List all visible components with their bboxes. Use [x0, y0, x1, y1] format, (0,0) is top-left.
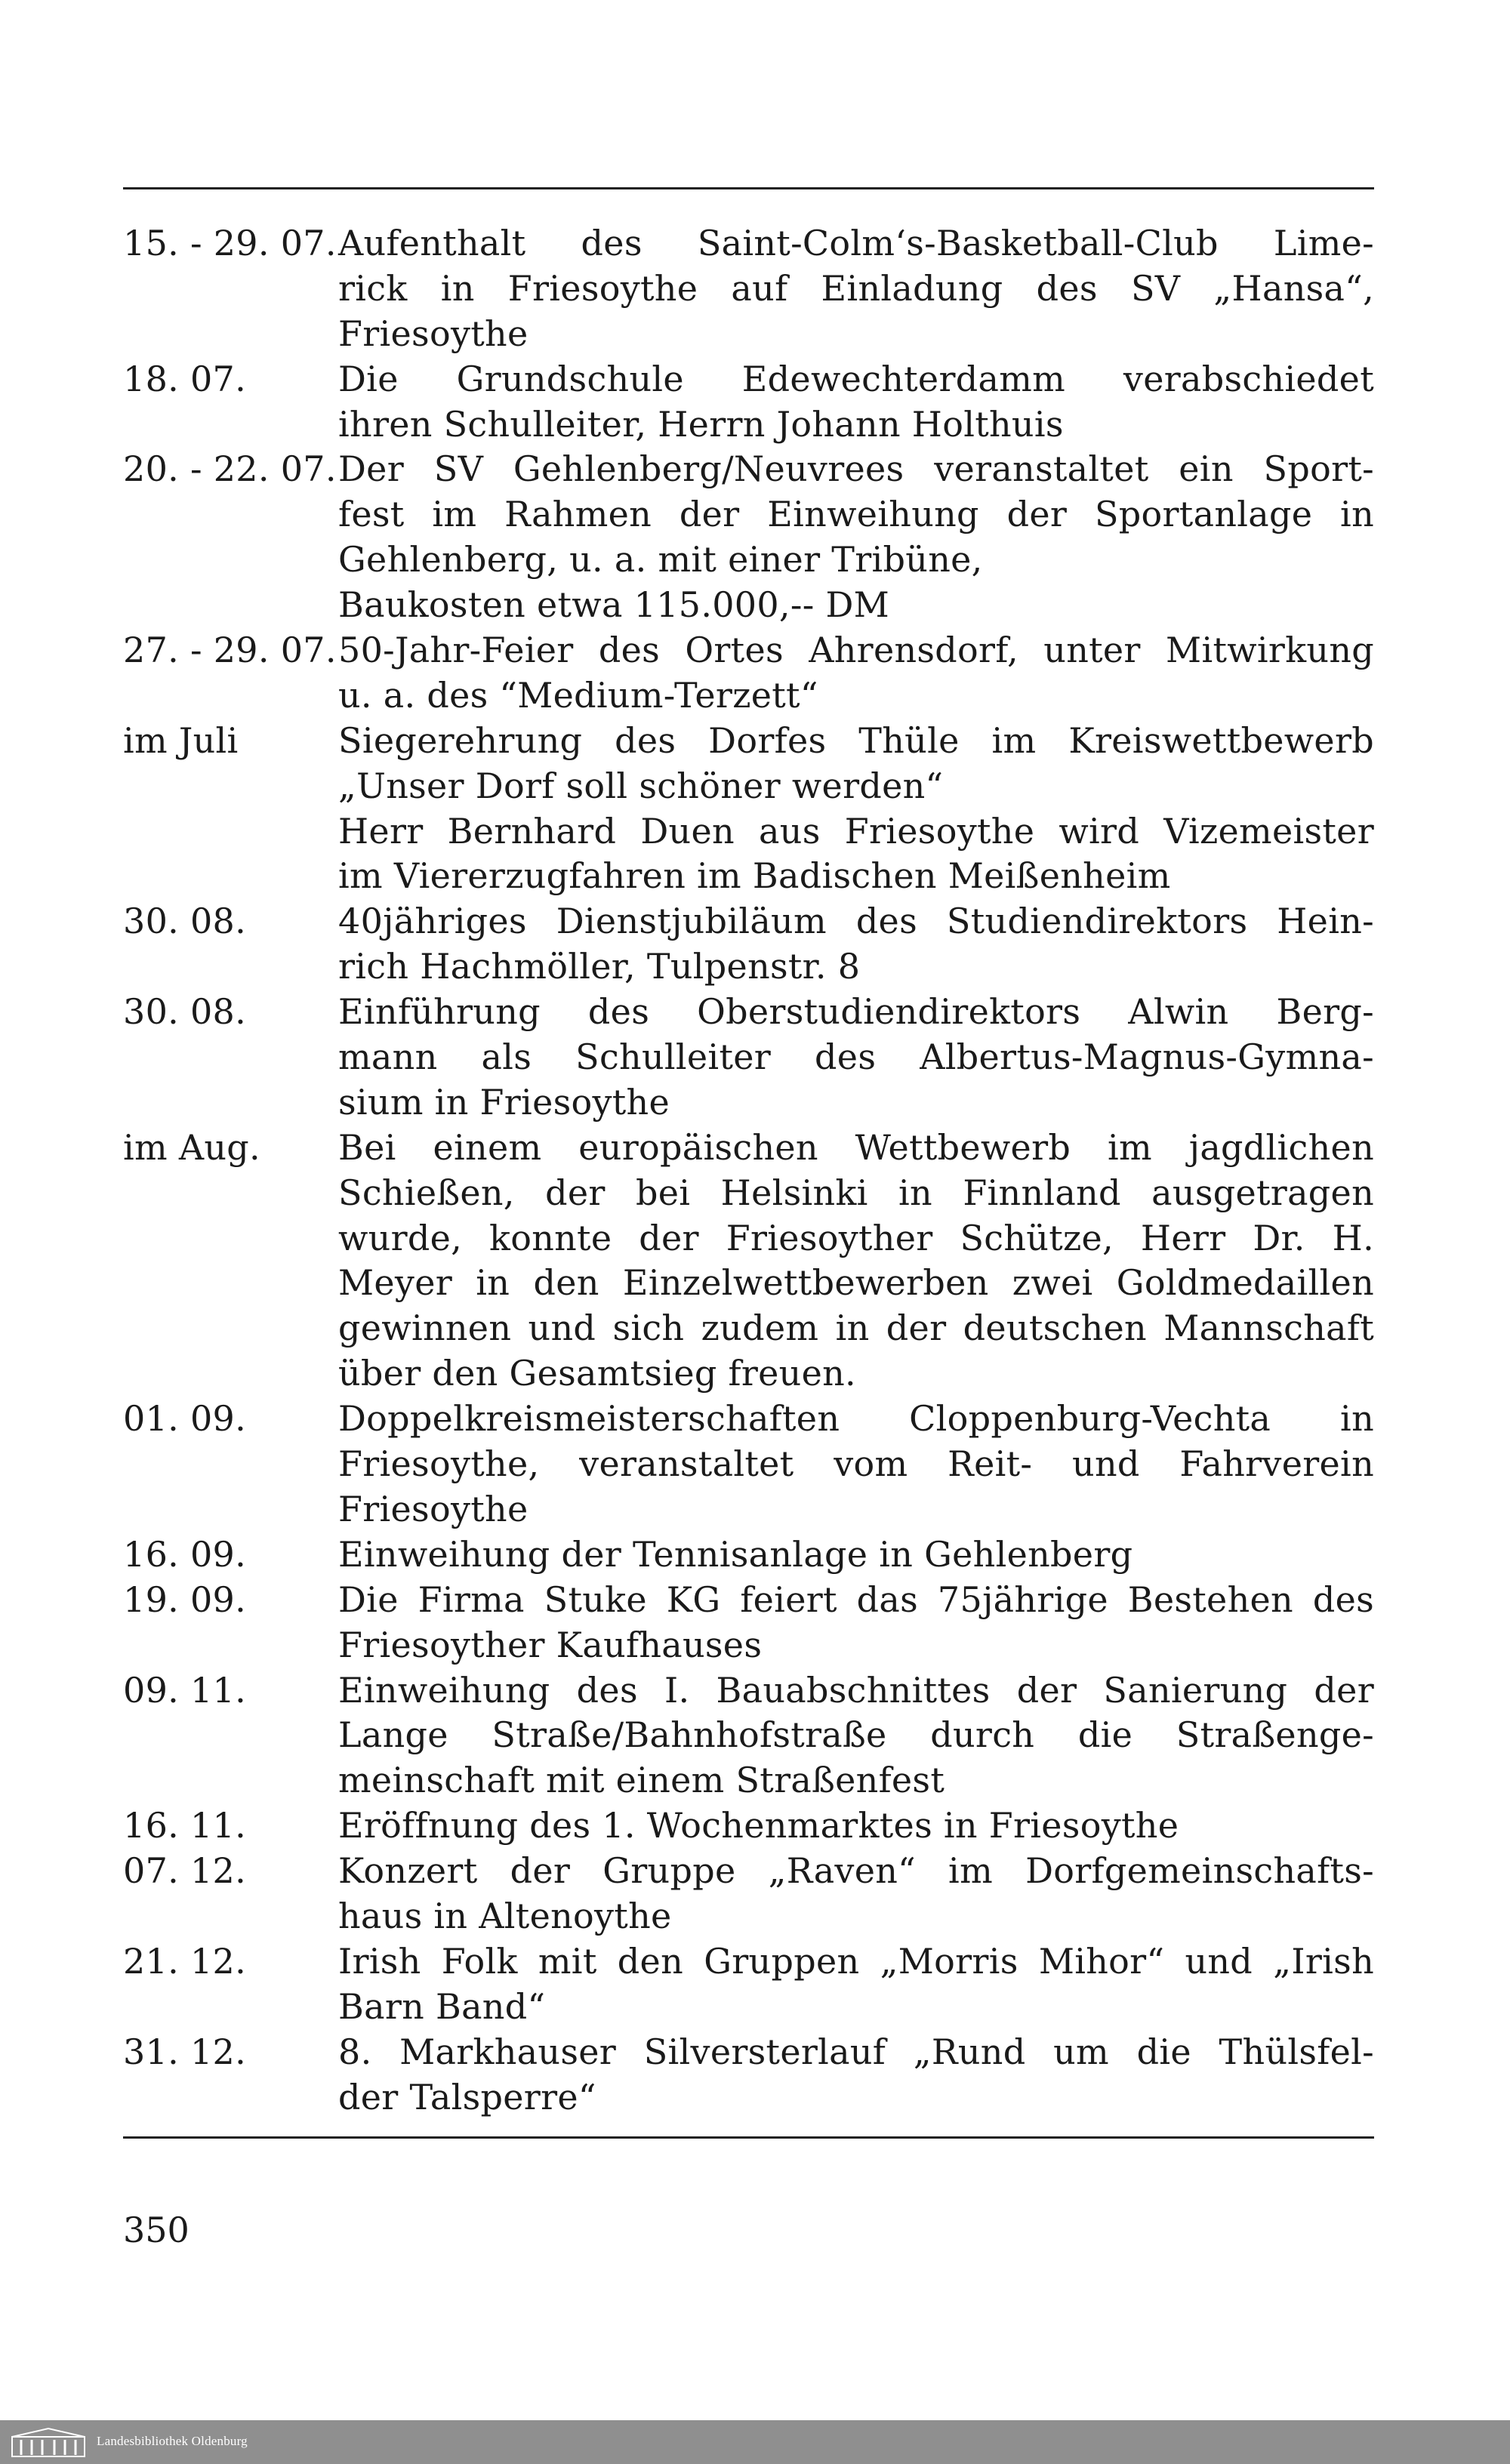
entry-date: 30. 08. — [123, 901, 247, 942]
entry-line: ihren Schulleiter, Herrn Johann Holthuis — [338, 403, 1064, 445]
entry-text — [338, 990, 1374, 1126]
entry-date: 16. 09. — [123, 1533, 247, 1575]
chronicle-entry — [123, 1939, 1374, 2030]
entry-date: 31. 12. — [123, 2031, 247, 2072]
entry-line: Friesoythe — [338, 313, 528, 354]
entry-text — [338, 1939, 1374, 2030]
entry-line: „Unser Dorf soll schöner werden“ — [338, 765, 944, 806]
entry-line: mann als Schulleiter des Albertus-Magnus-Gymna- — [338, 1036, 1374, 1078]
entry-line: Friesoythe, veranstaltet vom Reit- und Fahrverein — [338, 1443, 1374, 1485]
entry-date: 30. 08. — [123, 991, 247, 1033]
entry-date: 16. 11. — [123, 1805, 247, 1846]
entry-date: 18. 07. — [123, 358, 247, 399]
entry-line: Meyer in den Einzelwettbewerben zwei Goldmedaillen — [338, 1262, 1374, 1304]
entry-text — [338, 1578, 1374, 1668]
entry-text — [338, 628, 1374, 719]
entry-line: Bei einem europäischen Wettbewerb im jagdlichen — [338, 1126, 1374, 1168]
chronicle-entry — [123, 1849, 1374, 1939]
entry-line: Der SV Gehlenberg/Neuvrees veranstaltet ein Sport- — [338, 448, 1374, 490]
entry-text — [338, 1532, 1374, 1578]
entry-text — [338, 1126, 1374, 1397]
chronicle-entry — [123, 1532, 1374, 1578]
entry-date: 09. 11. — [123, 1669, 247, 1711]
chronicle-entry — [123, 2030, 1374, 2121]
entry-line: Baukosten etwa 115.000,-- DM — [338, 584, 890, 626]
chronicle-entry — [123, 1126, 1374, 1397]
entry-line: meinschaft mit einem Straßenfest — [338, 1760, 945, 1801]
entry-line: rich Hachmöller, Tulpenstr. 8 — [338, 946, 861, 987]
chronicle-entry — [123, 357, 1374, 448]
top-rule — [123, 187, 1374, 189]
entry-line: u. a. des “Medium-Terzett“ — [338, 674, 818, 716]
entry-date: 19. 09. — [123, 1578, 247, 1620]
entry-line: Friesoyther Kaufhauses — [338, 1624, 763, 1665]
bottom-rule — [123, 2136, 1374, 2139]
entry-date: 27. - 29. 07. — [123, 630, 337, 671]
entry-line: sium in Friesoythe — [338, 1081, 670, 1123]
chronicle-entry — [123, 899, 1374, 990]
chronicle-entry — [123, 628, 1374, 719]
entry-line: gewinnen und sich zudem in der deutschen Mannschaft — [338, 1307, 1374, 1349]
entry-line: Barn Band“ — [338, 1985, 546, 2027]
entry-date: 07. 12. — [123, 1850, 247, 1892]
chronicle-entry — [123, 1578, 1374, 1668]
entry-date: 21. 12. — [123, 1940, 247, 1982]
entry-line: 50-Jahr-Feier des Ortes Ahrensdorf, unter Mitwirkung — [338, 630, 1374, 671]
chronicle-entry — [123, 719, 1374, 900]
entry-line: 40jähriges Dienstjubiläum des Studiendirektors Hein- — [338, 901, 1374, 942]
entry-text — [338, 447, 1374, 628]
entry-date: im Juli — [123, 719, 239, 761]
entry-line: Irish Folk mit den Gruppen „Morris Mihor“ und „Irish — [338, 1940, 1374, 1982]
entry-text — [338, 899, 1374, 990]
entry-line: im Viererzugfahren im Badischen Meißenheim — [338, 855, 1171, 897]
library-footer-bar — [0, 2420, 1510, 2464]
entry-line: Aufenthalt des Saint-Colm‘s-Basketball-Club Lime- — [338, 223, 1374, 263]
page-number: 350 — [123, 2210, 190, 2250]
entry-line: Lange Straße/Bahnhofstraße durch die Straßenge- — [338, 1714, 1374, 1756]
entry-line: Die Grundschule Edewechterdamm verabschiedet — [338, 358, 1374, 399]
entry-line: Einweihung der Tennisanlage in Gehlenberg — [338, 1533, 1133, 1575]
entry-text — [338, 1849, 1374, 1939]
entry-line: über den Gesamtsieg freuen. — [338, 1353, 856, 1394]
entry-line: Doppelkreismeisterschaften Cloppenburg-Vechta in — [338, 1398, 1374, 1440]
library-building-icon — [11, 2426, 86, 2458]
entry-line: Schießen, der bei Helsinki in Finnland ausgetragen — [338, 1172, 1374, 1213]
entry-date: im Aug. — [123, 1126, 260, 1168]
chronicle-entry — [123, 990, 1374, 1126]
chronicle-entry — [123, 221, 1374, 357]
entry-line: Friesoythe — [338, 1488, 528, 1529]
entry-line: Gehlenberg, u. a. mit einer Tribüne, — [338, 539, 983, 581]
entry-line: Siegerehrung des Dorfes Thüle im Kreiswettbewerb — [338, 719, 1374, 761]
entry-line: Einweihung des I. Bauabschnittes der Sanierung der — [338, 1669, 1374, 1711]
entry-line: rick in Friesoythe auf Einladung des SV „Hansa“, — [338, 267, 1374, 309]
entry-line: Die Firma Stuke KG feiert das 75jährige Bestehen des — [338, 1578, 1374, 1620]
chronicle-entry — [123, 1668, 1374, 1804]
entry-text — [338, 221, 1374, 357]
entry-text — [338, 1668, 1374, 1804]
entry-line: wurde, konnte der Friesoyther Schütze, Herr Dr. H. — [338, 1217, 1374, 1258]
entry-date: 15. - 29. 07. — [123, 223, 337, 263]
entry-line: Konzert der Gruppe „Raven“ im Dorfgemeinschafts- — [338, 1850, 1374, 1892]
chronicle-entry — [123, 1803, 1374, 1849]
entry-text — [338, 357, 1374, 448]
entry-line: Einführung des Oberstudiendirektors Alwin Berg- — [338, 991, 1374, 1033]
entry-line: 8. Markhauser Silversterlauf „Rund um die Thülsfel- — [338, 2031, 1374, 2072]
entry-line: der Talsperre“ — [338, 2076, 596, 2118]
chronicle-entry — [123, 447, 1374, 628]
entry-line: haus in Altenoythe — [338, 1895, 672, 1936]
library-name: Landesbibliothek Oldenburg — [97, 2434, 248, 2448]
chronicle-list — [123, 221, 1374, 2120]
entry-line: Eröffnung des 1. Wochenmarktes in Friesoythe — [338, 1805, 1179, 1846]
entry-text — [338, 2030, 1374, 2121]
chronicle-entry — [123, 1397, 1374, 1532]
entry-text — [338, 1397, 1374, 1532]
entry-date: 20. - 22. 07. — [123, 448, 337, 490]
entry-date: 01. 09. — [123, 1398, 247, 1440]
entry-text — [338, 719, 1374, 900]
entry-text — [338, 1803, 1374, 1849]
entry-line: Herr Bernhard Duen aus Friesoythe wird Vizemeister — [338, 810, 1374, 852]
entry-line: fest im Rahmen der Einweihung der Sportanlage in — [338, 494, 1374, 535]
